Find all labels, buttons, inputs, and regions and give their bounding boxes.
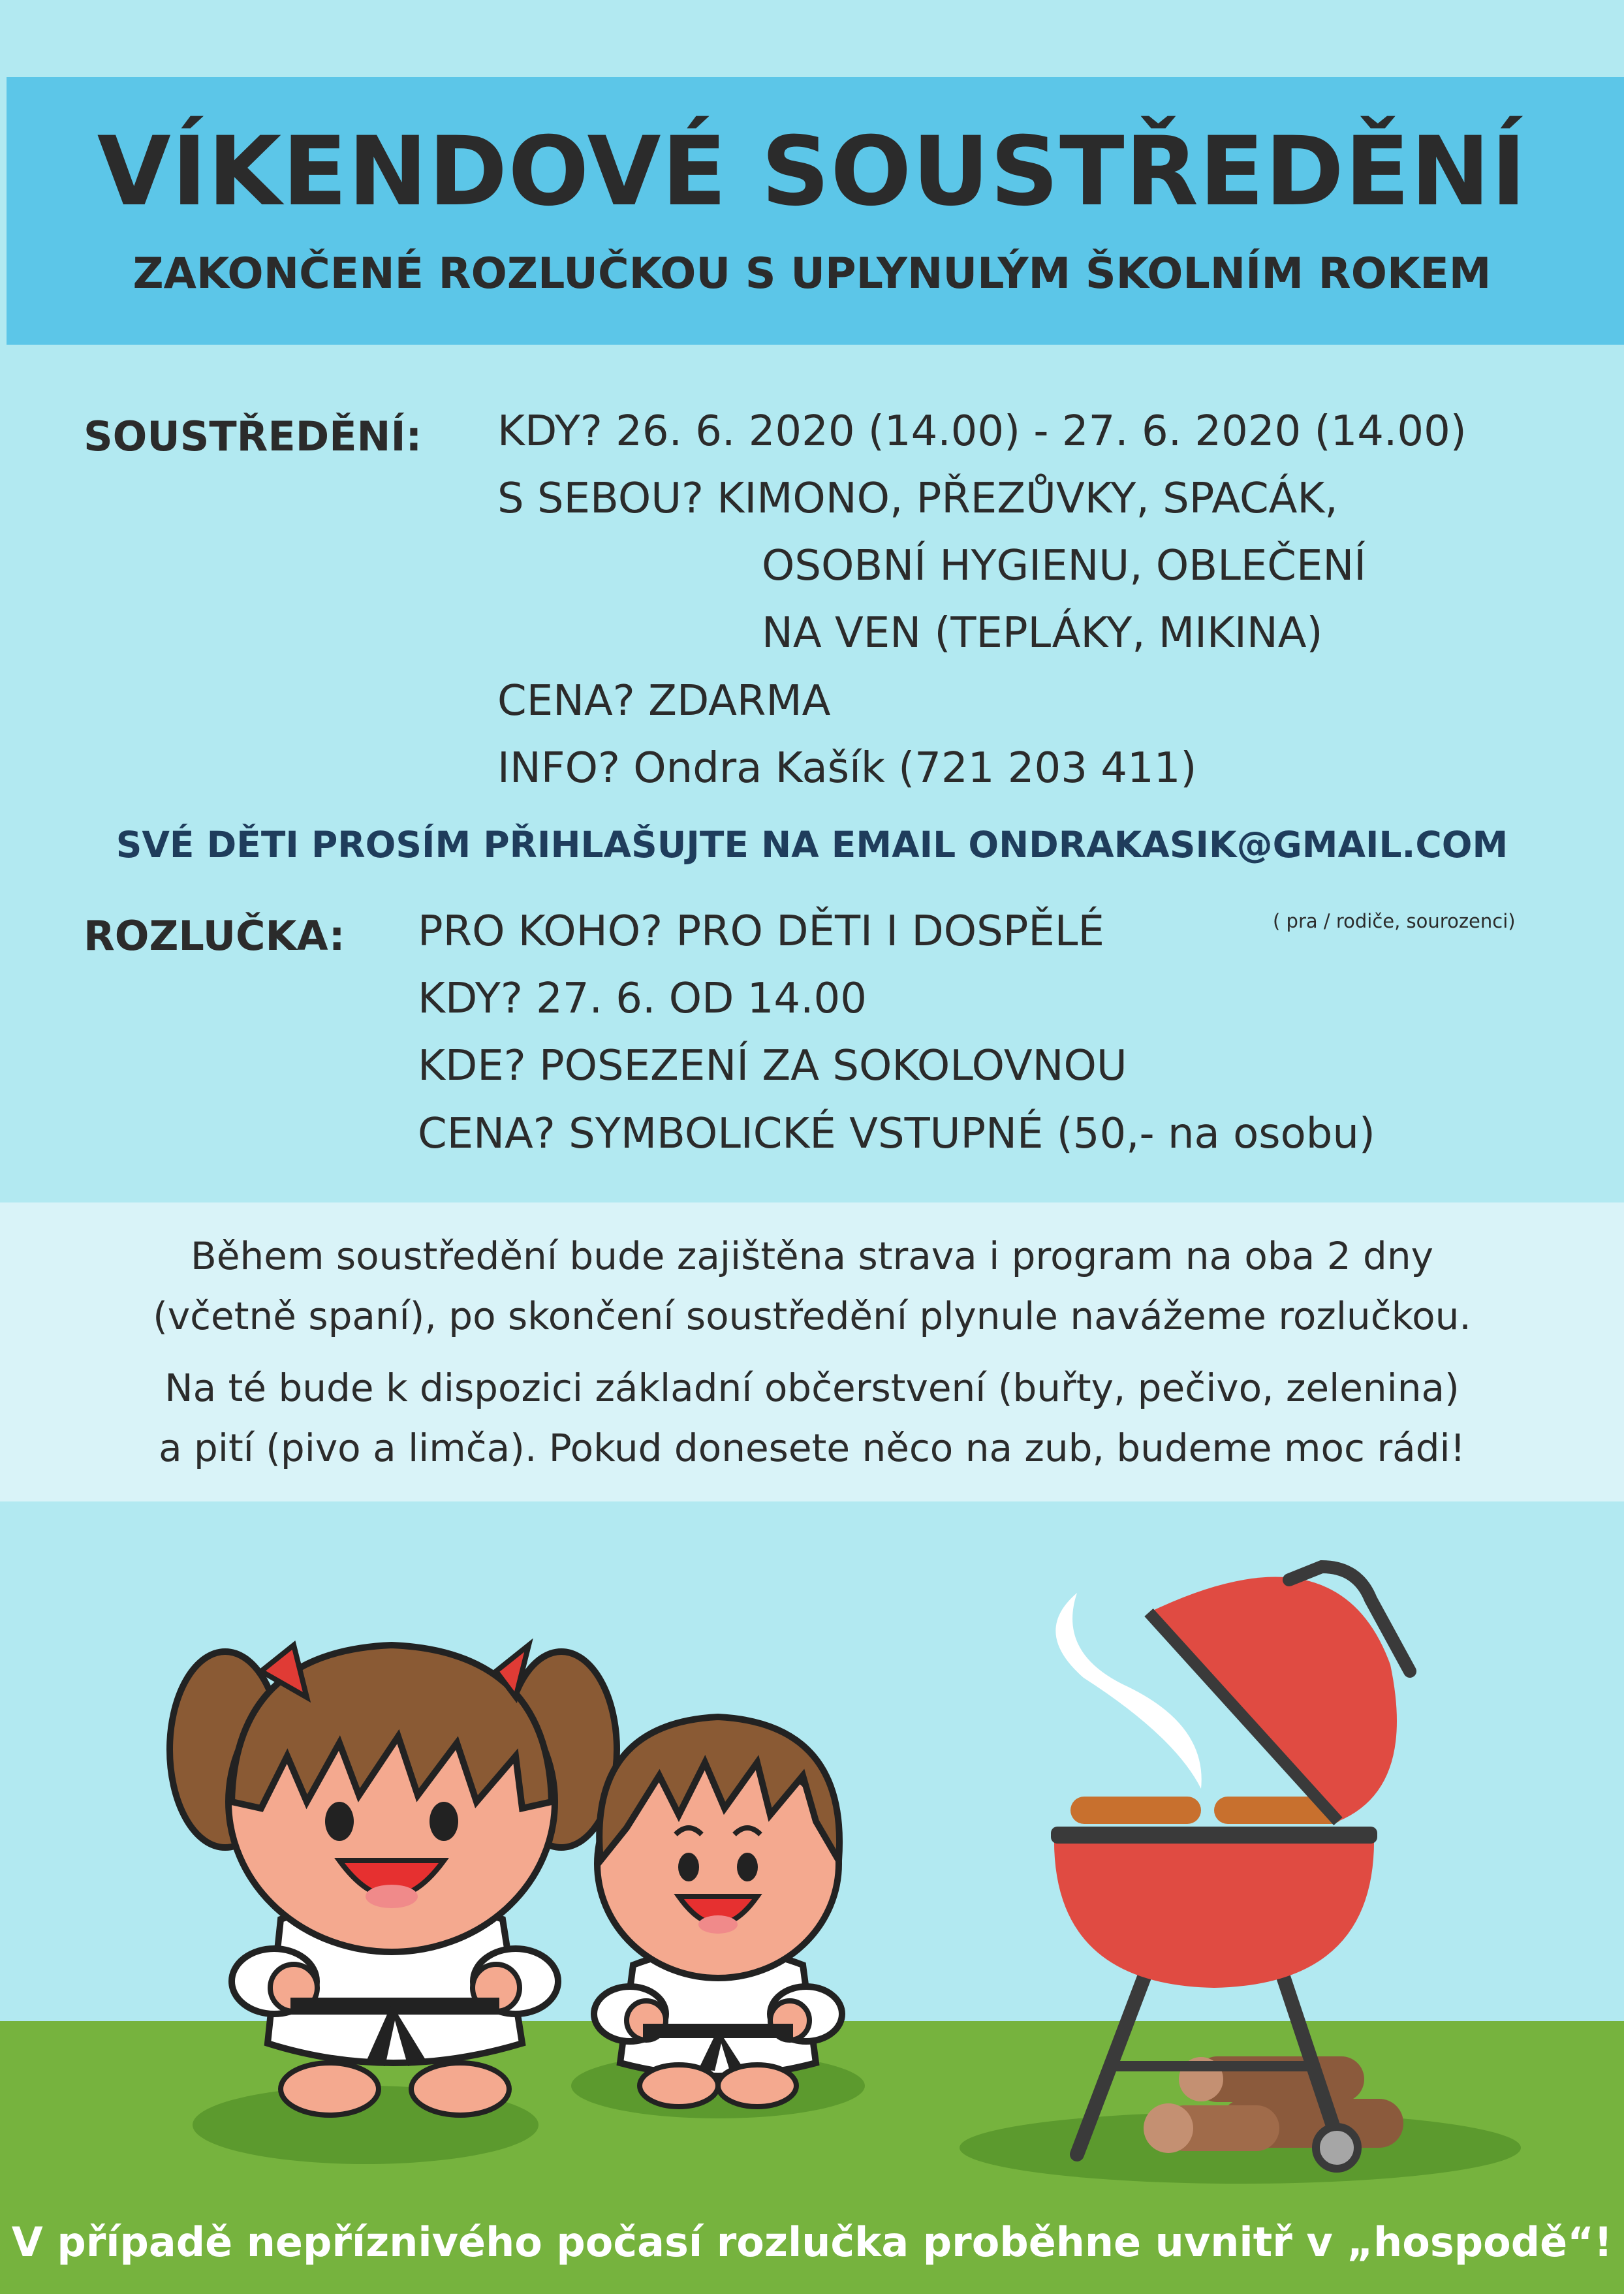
camp-price: CENA? ZDARMA — [497, 677, 831, 725]
camp-label: SOUSTŘEDĚNÍ: — [84, 413, 422, 460]
info-line-2: (včetně spaní), po skončení soustředění plynule navážeme rozlučkou. — [153, 1294, 1471, 1338]
farewell-where: KDE? POSEZENÍ ZA SOKOLOVNOU — [418, 1042, 1127, 1090]
info-line-1: Během soustředění bude zajištěna strava i program na oba 2 dny — [191, 1234, 1433, 1278]
barbecue-grill-icon — [1051, 1567, 1410, 2169]
camp-when: KDY? 26. 6. 2020 (14.00) - 27. 6. 2020 (14.00) — [497, 407, 1467, 456]
camp-bring-2: OSOBNÍ HYGIENU, OBLEČENÍ — [762, 542, 1367, 590]
farewell-when: KDY? 27. 6. OD 14.00 — [418, 975, 867, 1023]
farewell-who-note: ( pra / rodiče, sourozenci) — [1273, 910, 1516, 932]
farewell-label: ROZLUČKA: — [84, 912, 345, 960]
camp-bring: S SEBOU? KIMONO, PŘEZŮVKY, SPACÁK, — [497, 475, 1338, 523]
register-note: SVÉ DĚTI PROSÍM PŘIHLAŠUJTE NA EMAIL ONDRAKASIK@GMAIL.COM — [116, 824, 1508, 866]
camp-info: INFO? Ondra Kašík (721 203 411) — [497, 744, 1197, 793]
page-subtitle: ZAKONČENÉ ROZLUČKOU S UPLYNULÝM ŠKOLNÍM ROKEM — [133, 249, 1491, 298]
boy-karate-icon — [594, 1717, 842, 2107]
page-title: VÍKENDOVÉ SOUSTŘEDĚNÍ — [97, 116, 1527, 227]
footer-note: V případě nepříznivého počasí rozlučka proběhne uvnitř v „hospodě“! — [11, 2218, 1613, 2266]
farewell-price: CENA? SYMBOLICKÉ VSTUPNÉ (50,- na osobu) — [418, 1110, 1375, 1158]
farewell-who: PRO KOHO? PRO DĚTI I DOSPĚLÉ — [418, 907, 1104, 956]
camp-bring-3: NA VEN (TEPLÁKY, MIKINA) — [762, 609, 1323, 657]
info-line-3: Na té bude k dispozici základní občerstvení (buřty, pečivo, zelenina) — [164, 1366, 1460, 1410]
info-line-4: a pití (pivo a limča). Pokud donesete něco na zub, budeme moc rádi! — [159, 1426, 1465, 1470]
girl-karate-icon — [170, 1645, 617, 2115]
